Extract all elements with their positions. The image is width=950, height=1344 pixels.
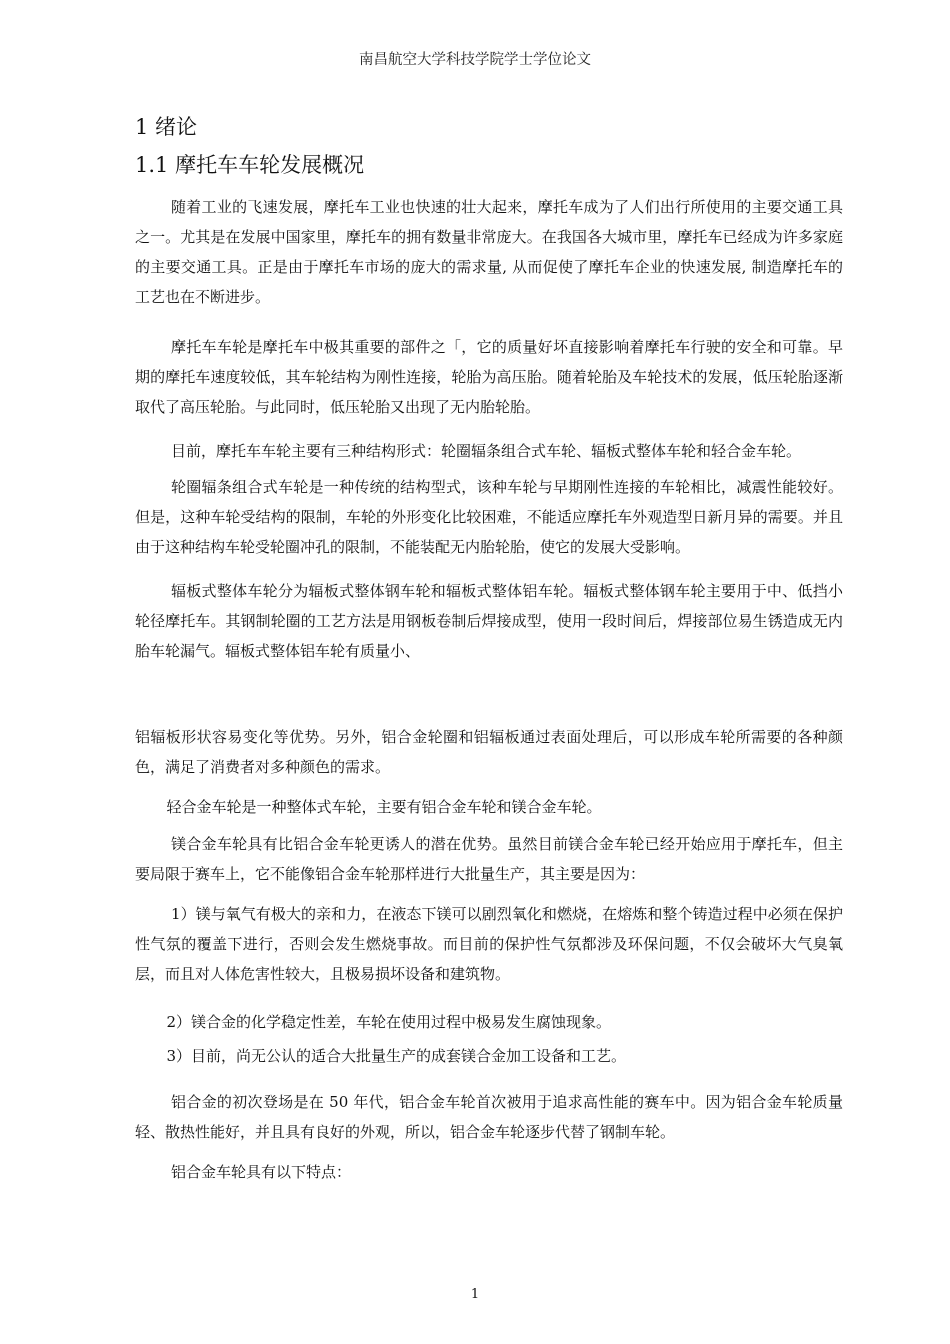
- paragraph-light-alloy-wheel: 轻合金车轮是一种整体式车轮，主要有铝合金车轮和镁合金车轮。: [166, 798, 602, 816]
- paragraph-aluminum-history: 铝合金的初次登场是在 50 年代，铝合金车轮首次被用于追求高性能的赛车中。因为铝合金车轮质量轻、散热性能好，并且具有良好的外观，所以，铝合金车轮逐步代替了钢制车轮。: [135, 1093, 843, 1141]
- list-item-reason-3: 3）目前，尚无公认的适合大批量生产的成套镁合金加工设备和工艺。: [166, 1047, 627, 1065]
- list-item-reason-1: 1）镁与氧气有极大的亲和力，在液态下镁可以剧烈氧化和燃烧，在熔炼和整个铸造过程中必须在保护性气氛的覆盖下进行，否则会发生燃烧事故。而目前的保护性气氛都涉及环保问题，不仅会破坏大气臭氧层，而且对人体危害性较大，且极易损坏设备和建筑物。: [135, 905, 843, 983]
- section-title: 1.1 摩托车车轮发展概况: [135, 153, 365, 177]
- paragraph-spoke-wheel: 轮圈辐条组合式车轮是一种传统的结构型式，该种车轮与早期刚性连接的车轮相比，减震性能较好。但是，这种车轮受结构的限制，车轮的外形变化比较困难，不能适应摩托车外观造型日新月异的需要。并且由于这种结构车轮受轮圈冲孔的限制，不能装配无内胎轮胎，使它的发展大受影响。: [135, 478, 843, 556]
- paragraph-aluminum-features: 铝合金车轮具有以下特点：: [171, 1163, 352, 1181]
- paragraph-aluminum-disc-continued: 铝辐板形状容易变化等优势。另外，铝合金轮圈和铝辐板通过表面处理后，可以形成车轮所需要的各种颜色，满足了消费者对多种颜色的需求。: [135, 728, 843, 776]
- paragraph-three-structures: 目前，摩托车车轮主要有三种结构形式：轮圈辐条组合式车轮、辐板式整体车轮和轻合金车轮。: [171, 442, 802, 460]
- paragraph-magnesium-advantage: 镁合金车轮具有比铝合金车轮更诱人的潜在优势。虽然目前镁合金车轮已经开始应用于摩托车，但主要局限于赛车上，它不能像铝合金车轮那样进行大批量生产，其主要是因为：: [135, 835, 843, 883]
- running-header: 南昌航空大学科技学院学士学位论文: [359, 52, 591, 68]
- list-item-reason-2: 2）镁合金的化学稳定性差，车轮在使用过程中极易发生腐蚀现象。: [166, 1013, 612, 1031]
- chapter-title: 1 绪论: [135, 115, 198, 139]
- paragraph-disc-wheel: 辐板式整体车轮分为辐板式整体钢车轮和辐板式整体铝车轮。辐板式整体钢车轮主要用于中、低挡小轮径摩托车。其钢制轮圈的工艺方法是用钢板卷制后焊接成型，使用一段时间后，焊接部位易生锈造成无内胎车轮漏气。辐板式整体铝车轮有质量小、: [135, 582, 843, 660]
- paragraph-wheel-importance: 摩托车车轮是摩托车中极其重要的部件之「，它的质量好坏直接影响着摩托车行驶的安全和可靠。早期的摩托车速度较低，其车轮结构为刚性连接，轮胎为高压胎。随着轮胎及车轮技术的发展，低压轮胎逐渐取代了高压轮胎。与此同时，低压轮胎又出现了无内胎轮胎。: [135, 338, 843, 416]
- page-number: 1: [470, 1287, 480, 1302]
- paragraph-development: 随着工业的飞速发展，摩托车工业也快速的壮大起来，摩托车成为了人们出行所使用的主要交通工具之一。尤其是在发展中国家里，摩托车的拥有数量非常庞大。在我国各大城市里，摩托车已经成为许多家庭的主要交通工具。正是由于摩托车市场的庞大的需求量, 从而促使了摩托车企业的快速发展, 制造摩托车的工艺也在不断进步。: [135, 198, 843, 306]
